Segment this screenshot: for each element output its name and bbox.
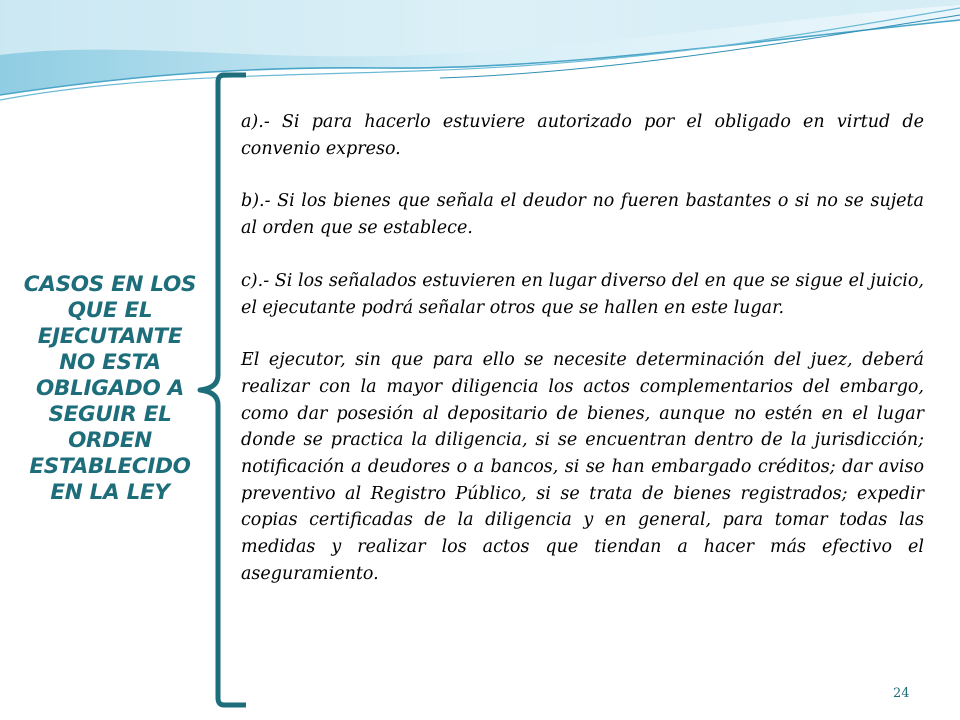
paragraph-c: c).- Si los señalados estuvieren en lugar diverso del en que se sigue el juicio, el ejecutante podrá señalar otros que se hallen en este lugar. — [241, 270, 924, 318]
slide-title: CASOS EN LOS QUE EL EJECUTANTE NO ESTA OBLIGADO A SEGUIR EL ORDEN ESTABLECIDO EN LA LEY — [23, 272, 197, 505]
page-number: 24 — [893, 686, 910, 701]
paragraph-a: a).- Si para hacerlo estuviere autorizado por el obligado en virtud de convenio expreso. — [241, 112, 924, 159]
header-wave-decoration — [0, 0, 960, 110]
paragraph-b: b).- Si los bienes que señala el deudor no fueren bastantes o si no se sujeta al orden que se establece. — [241, 191, 924, 239]
paragraph-ejecutor: El ejecutor, sin que para ello se necesite determinación del juez, deberá realizar con la mayor diligencia los actos complementarios del embargo, como dar posesión al depositario de bienes, aunque no estén en el lugar donde se practica la diligencia, si se encuentran dentro de la jurisdicción; notificación a deudores o a bancos, si se han embargado créditos; dar aviso preventivo al Registro Público, si se trata de bienes registrados; expedir copias certificadas de la diligencia y en general, para tomar todas las medidas y realizar los actos que tiendan a hacer más efectivo el aseguramiento. — [241, 350, 924, 584]
slide-body — [241, 109, 924, 588]
